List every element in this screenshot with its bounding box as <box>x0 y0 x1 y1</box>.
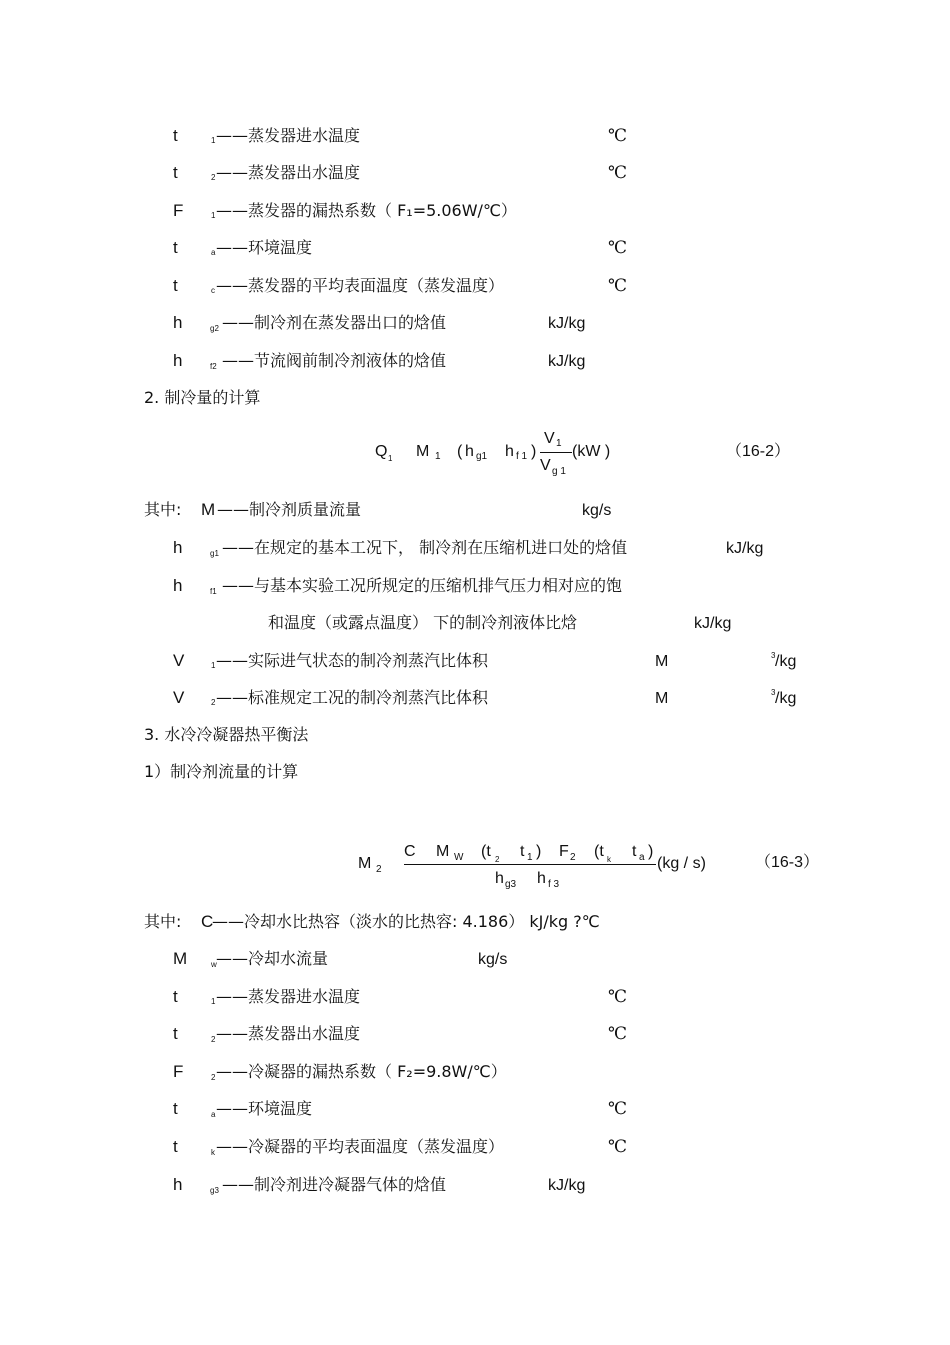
subscript: g1 <box>210 549 219 558</box>
eq-denominator: V <box>540 457 551 474</box>
eq-subscript: 1 <box>556 438 562 449</box>
section-heading-2: 2. 制冷量的计算 <box>144 388 261 407</box>
eq-subscript: 2 <box>495 855 500 864</box>
description: ——冷却水比热容（淡水的比热容: 4.186） kJ/kg ?℃ <box>212 912 600 931</box>
unit: ℃ <box>608 126 628 146</box>
symbol: t <box>173 163 178 182</box>
unit: M <box>655 690 669 707</box>
eq-term: M <box>436 843 450 860</box>
where-lead: 其中: <box>144 500 182 519</box>
symbol: t <box>173 987 178 1006</box>
description: ——蒸发器出水温度 <box>216 163 361 182</box>
symbol: C <box>201 912 214 931</box>
superscript: 3 <box>771 651 776 660</box>
symbol: h <box>173 1175 183 1194</box>
unit: kg/s <box>582 502 612 519</box>
superscript: 3 <box>771 688 776 697</box>
subscript: a <box>211 1110 216 1119</box>
subscript: 2 <box>211 173 216 182</box>
eq-denominator: h <box>495 870 504 887</box>
subscript: c <box>211 286 215 295</box>
subscript: f2 <box>210 362 217 371</box>
eq-subscript: 1 <box>435 451 441 462</box>
eq-unit: (kW ) <box>572 443 611 460</box>
description: ——冷却水流量 <box>216 949 329 968</box>
eq-subscript: f 3 <box>548 879 560 890</box>
symbol: t <box>173 1024 178 1043</box>
eq-paren: ) <box>531 443 537 460</box>
description: ——环境温度 <box>216 1099 313 1118</box>
symbol: V <box>173 651 185 670</box>
description-continuation: 和温度（或露点温度） 下的制冷剂液体比焓 <box>268 613 578 632</box>
fraction-line <box>540 452 572 453</box>
unit: ℃ <box>608 238 628 258</box>
subscript: g3 <box>210 1186 219 1195</box>
eq-denominator: h <box>537 870 546 887</box>
unit: /kg <box>775 653 797 670</box>
description: ——制冷剂进冷凝器气体的焓值 <box>222 1175 447 1194</box>
symbol: h <box>173 538 183 557</box>
description: ——制冷剂在蒸发器出口的焓值 <box>222 313 447 332</box>
description: ——与基本实验工况所规定的压缩机排气压力相对应的饱 <box>222 576 623 595</box>
description: ——制冷剂质量流量 <box>217 500 362 519</box>
eq-subscript: 2 <box>376 864 382 875</box>
symbol: V <box>173 688 185 707</box>
description: ——蒸发器进水温度 <box>216 987 361 1006</box>
symbol: F <box>173 1062 184 1081</box>
subscript: 1 <box>211 661 216 670</box>
eq-term: ) <box>648 843 654 860</box>
subscript: 1 <box>211 997 216 1006</box>
description: ——冷凝器的平均表面温度（蒸发温度） <box>216 1137 505 1156</box>
symbol: h <box>173 313 183 332</box>
section-heading-3: 3. 水冷冷凝器热平衡法 <box>144 725 309 744</box>
subscript: g2 <box>210 324 219 333</box>
equation-number: （16-2） <box>726 443 791 460</box>
unit: kJ/kg <box>548 315 586 332</box>
unit: ℃ <box>608 987 628 1007</box>
eq-symbol: Q <box>375 443 388 460</box>
description: ——蒸发器进水温度 <box>216 126 361 145</box>
subscript: 2 <box>211 698 216 707</box>
unit: kJ/kg <box>548 1177 586 1194</box>
subscript: w <box>211 960 217 969</box>
description: ——节流阀前制冷剂液体的焓值 <box>222 351 447 370</box>
unit: kJ/kg <box>726 540 764 557</box>
description: ——蒸发器的漏热系数（ F₁=5.06W/℃） <box>216 201 517 220</box>
description: ——在规定的基本工况下， 制冷剂在压缩机进口处的焓值 <box>222 538 628 557</box>
subscript: 1 <box>211 211 216 220</box>
eq-symbol: h <box>465 443 474 460</box>
eq-subscript: k <box>607 855 611 864</box>
symbol: t <box>173 1099 178 1118</box>
unit: M <box>655 653 669 670</box>
eq-subscript: W <box>454 852 464 863</box>
eq-subscript: 1 <box>527 852 533 863</box>
symbol: t <box>173 1137 178 1156</box>
unit: kJ/kg <box>694 615 732 632</box>
symbol: h <box>173 576 183 595</box>
eq-unit: (kg / s) <box>657 855 706 872</box>
subsection-heading-3-1: 1）制冷剂流量的计算 <box>144 762 299 781</box>
symbol: t <box>173 126 178 145</box>
eq-term: F <box>559 843 569 860</box>
unit: ℃ <box>608 1137 628 1157</box>
unit: ℃ <box>608 1024 628 1044</box>
eq-term: t <box>632 843 637 860</box>
fraction-line <box>404 864 656 865</box>
subscript: a <box>211 248 216 257</box>
subscript: 2 <box>211 1035 216 1044</box>
subscript: 1 <box>211 136 216 145</box>
symbol: t <box>173 238 178 257</box>
eq-numerator: V <box>544 430 555 447</box>
unit: ℃ <box>608 163 628 183</box>
where-lead: 其中: <box>144 912 182 931</box>
eq-subscript: 2 <box>570 852 576 863</box>
eq-symbol: h <box>505 443 514 460</box>
description: ——蒸发器的平均表面温度（蒸发温度） <box>216 276 505 295</box>
subscript: f1 <box>210 587 217 596</box>
eq-term: ) <box>536 843 542 860</box>
description: ——标准规定工况的制冷剂蒸汽比体积 <box>216 688 489 707</box>
unit: ℃ <box>608 1099 628 1119</box>
symbol: h <box>173 351 183 370</box>
unit: /kg <box>775 690 797 707</box>
description: ——实际进气状态的制冷剂蒸汽比体积 <box>216 651 489 670</box>
description: ——蒸发器出水温度 <box>216 1024 361 1043</box>
description: ——环境温度 <box>216 238 313 257</box>
unit: kg/s <box>478 951 508 968</box>
eq-subscript: a <box>639 852 645 863</box>
unit: kJ/kg <box>548 353 586 370</box>
symbol: M <box>201 500 216 519</box>
eq-subscript: 1 <box>388 454 393 463</box>
equation-number: （16-3） <box>755 854 820 871</box>
symbol: t <box>173 276 178 295</box>
eq-term: t <box>520 843 525 860</box>
eq-paren: ( <box>457 443 463 460</box>
eq-subscript: f 1 <box>516 451 528 462</box>
symbol: F <box>173 201 184 220</box>
subscript: 2 <box>211 1073 216 1082</box>
eq-subscript: g 1 <box>552 466 566 477</box>
symbol: M <box>173 949 188 968</box>
eq-term: C <box>404 843 416 860</box>
subscript: k <box>211 1148 215 1157</box>
eq-term: (t <box>481 843 491 860</box>
eq-term: (t <box>594 843 604 860</box>
eq-subscript: g1 <box>476 451 488 462</box>
eq-symbol: M <box>358 855 372 872</box>
description: ——冷凝器的漏热系数（ F₂=9.8W/℃） <box>216 1062 507 1081</box>
eq-symbol: M <box>416 443 430 460</box>
unit: ℃ <box>608 276 628 296</box>
eq-subscript: g3 <box>505 879 517 890</box>
